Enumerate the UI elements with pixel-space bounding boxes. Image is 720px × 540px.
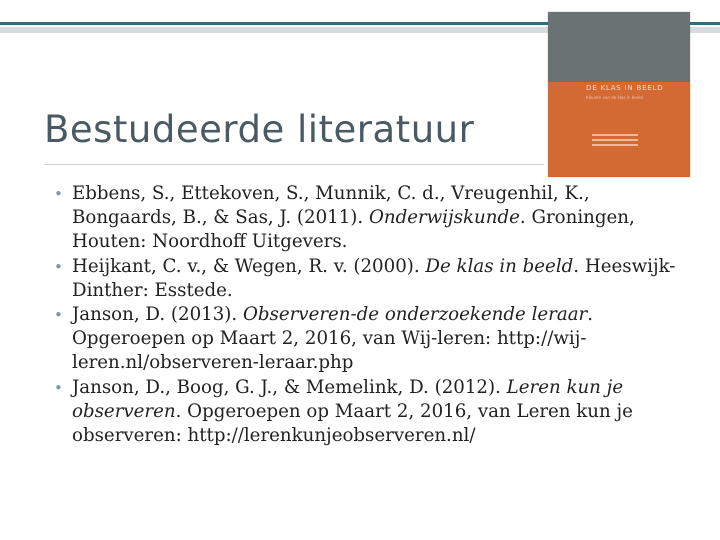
reference-authors: Janson, D. (2013). (72, 304, 243, 326)
reference-item (52, 255, 692, 303)
reference-item (52, 376, 692, 449)
reference-title: Leren kun je observeren (72, 376, 624, 422)
reference-source: . Opgeroepen op Maart 2, 2016, van Wij-leren: http://wij-leren.nl/observeren-leraar.php (72, 304, 594, 374)
book-cover-subtitle: Kleuren van de klas in beeld (586, 95, 643, 100)
reference-source: . Opgeroepen op Maart 2, 2016, van Leren kun je observeren: http://lerenkunjeobserveren.nl/ (72, 400, 633, 447)
bullet-icon: • (54, 257, 63, 276)
reference-source: . Heeswijk-Dinther: Esstede. (72, 255, 676, 301)
reference-title: De klas in beeld (425, 255, 574, 277)
book-cover-text-lines (592, 134, 638, 152)
reference-title: Observeren-de onderzoekende leraar (242, 304, 588, 326)
reference-authors: Ebbens, S., Ettekoven, S., Munnik, C. d., Vreugenhil, K., Bongaards, B., & Sas, J. (2011). (72, 183, 590, 229)
bullet-icon: • (54, 378, 63, 397)
reference-source: . Groningen, Houten: Noordhoff Uitgevers. (72, 207, 635, 253)
title-divider (44, 164, 544, 165)
reference-title: Onderwijskunde (368, 207, 520, 229)
reference-list (52, 182, 692, 448)
book-cover-image (548, 12, 690, 177)
reference-authors: Janson, D., Boog, G. J., & Memelink, D. (2012). (72, 376, 507, 398)
reference-authors: Heijkant, C. v., & Wegen, R. v. (2000). (72, 255, 426, 277)
bullet-icon: • (54, 185, 63, 203)
book-cover-title: DE KLAS IN BEELD (586, 84, 664, 92)
reference-item (52, 303, 692, 376)
slide-title: Bestudeerde literatuur (44, 108, 475, 151)
bullet-icon: • (54, 306, 63, 325)
reference-item (52, 182, 692, 255)
